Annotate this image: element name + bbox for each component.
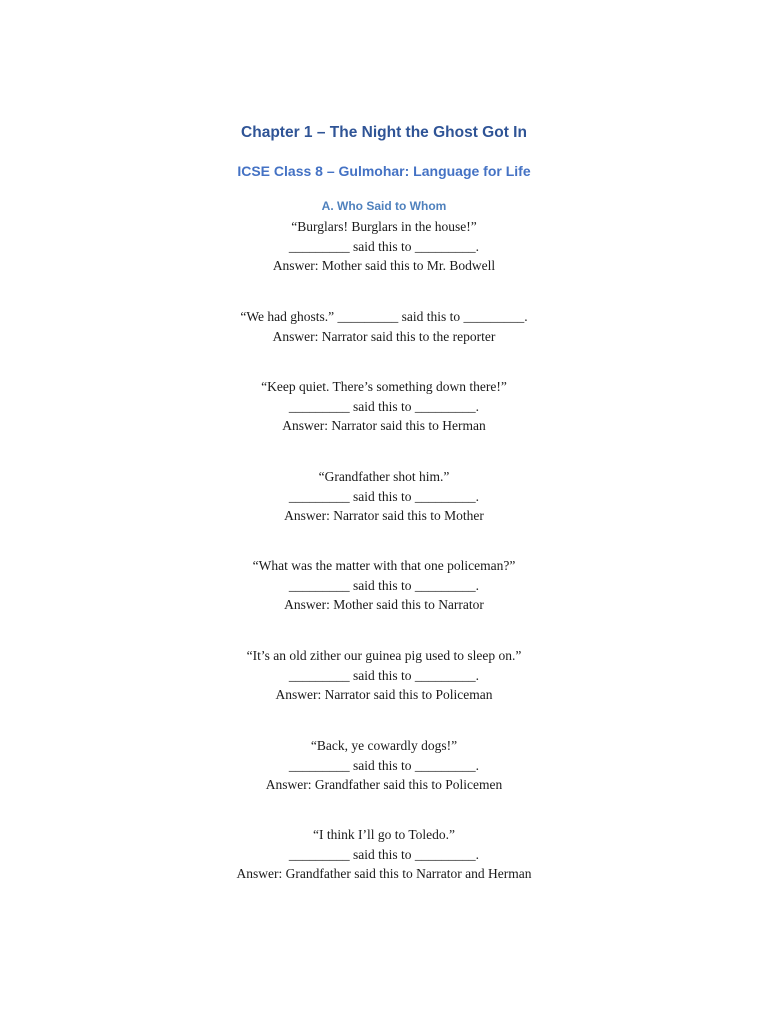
question-quote: “Grandfather shot him.” (318, 469, 450, 484)
section-heading: A. Who Said to Whom (321, 199, 447, 213)
question-answer: Answer: Narrator said this to Herman (282, 418, 486, 433)
question-blank-prompt: _________ said this to _________. (288, 667, 480, 683)
question-blank-prompt: _________ said this to _________. (288, 398, 480, 414)
question-answer: Answer: Narrator said this to the reporter (272, 328, 496, 344)
question-item (0, 467, 768, 526)
question-item (0, 736, 768, 795)
document-subtitle: ICSE Class 8 – Gulmohar: Language for Life (237, 163, 531, 179)
question-item (0, 825, 768, 884)
chapter-title: Chapter 1 – The Night the Ghost Got In (241, 124, 527, 141)
question-blank-prompt: _________ said this to _________. (288, 238, 480, 254)
question-answer: Answer: Grandfather said this to Policemen (265, 777, 503, 792)
question-answer: Answer: Grandfather said this to Narrator and Herman (236, 866, 532, 881)
question-quote: “What was the matter with that one policeman?” (252, 558, 516, 573)
question-blank-prompt: _________ said this to _________. (288, 846, 480, 862)
question-quote: “It’s an old zither our guinea pig used to sleep on.” (246, 648, 522, 663)
question-blank-prompt: _________ said this to _________. (288, 577, 480, 593)
question-item (0, 217, 768, 276)
question-answer: Answer: Mother said this to Mr. Bodwell (272, 258, 496, 273)
question-item (0, 307, 768, 346)
question-answer: Answer: Narrator said this to Policeman (275, 687, 493, 702)
question-item (0, 556, 768, 615)
question-quote: “Keep quiet. There’s something down there!” (261, 379, 507, 394)
question-quote: “I think I’ll go to Toledo.” (312, 827, 456, 842)
question-blank-prompt: _________ said this to _________. (288, 488, 480, 504)
question-quote: “We had ghosts.” _________ said this to _________. (240, 309, 528, 324)
question-blank-prompt: _________ said this to _________. (288, 757, 480, 773)
question-quote: “Back, ye cowardly dogs!” (310, 738, 458, 753)
question-quote: “Burglars! Burglars in the house!” (291, 219, 477, 234)
question-answer: Answer: Mother said this to Narrator (284, 597, 484, 612)
question-answer: Answer: Narrator said this to Mother (284, 508, 484, 523)
question-item (0, 646, 768, 705)
question-item (0, 377, 768, 436)
